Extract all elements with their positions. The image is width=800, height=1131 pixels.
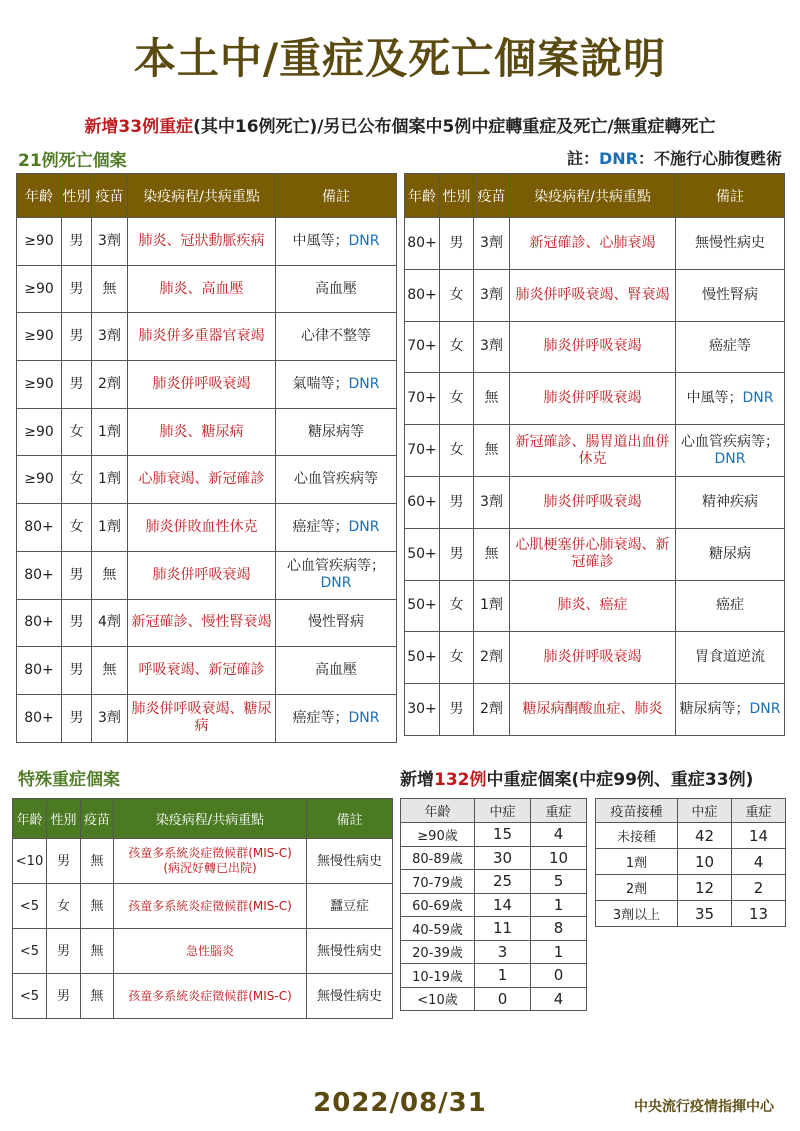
cell-sex: 女 [62,408,92,456]
cell-course: 肺炎併呼吸衰竭 [128,361,276,409]
cell-moderate: 14 [475,893,531,917]
cell-remark [676,321,785,373]
cell-age: <5 [13,884,47,929]
cell-age: 70+ [405,425,440,477]
special-table-header [13,799,393,839]
cell-course: 肺炎併呼吸衰竭、糖尿病 [128,694,276,742]
table-row [17,218,397,266]
death-header-4: 備註 [676,174,785,218]
remark-text: 氣喘等； [292,375,349,392]
cell-severe: 13 [732,901,786,927]
cell-course: 肺炎、高血壓 [128,265,276,313]
cell-remark [276,694,397,742]
table-row [13,974,393,1019]
table-row [17,361,397,409]
remark-text: 中風等； [686,390,743,407]
cell-course: 新冠確診、心肺衰竭 [510,218,676,270]
table-row [596,875,786,901]
cell-label: ≥90歲 [401,823,475,847]
cell-age: 80+ [405,218,440,270]
table-row [405,321,785,373]
cell-sex: 女 [47,884,81,929]
cell-vaccine: 無 [81,929,114,974]
cell-moderate: 15 [475,823,531,847]
table-row [405,580,785,632]
table-row [401,964,587,988]
table-row [17,265,397,313]
cell-vaccine: 1劑 [92,504,128,552]
cell-moderate: 12 [678,875,732,901]
death-header-3: 染疫病程/共病重點 [128,174,276,218]
dnr-tag: DNR [749,701,781,718]
cell-sex: 女 [62,504,92,552]
table-row [17,551,397,599]
cell-sex: 男 [440,476,474,528]
cell-sex: 男 [47,839,81,884]
cell-remark [276,361,397,409]
cell-remark [676,632,785,684]
cell-remark: 蠶豆症 [307,884,393,929]
remark-text: 癌症等； [292,709,349,726]
cell-severe: 0 [531,964,587,988]
remark-text: 高血壓 [315,662,357,679]
cell-vaccine: 3劑 [474,321,510,373]
cell-age: 80+ [17,647,62,695]
stats-header-0: 年齡 [401,799,475,823]
stats-header-0: 疫苗接種 [596,799,678,823]
cell-age: 50+ [405,632,440,684]
cell-course [114,884,307,929]
cell-remark [676,684,785,736]
course-text: 急性腦炎 [185,943,234,958]
cell-vaccine: 2劑 [474,632,510,684]
age-table-header [401,799,587,823]
table-row [13,839,393,884]
remark-text: 心血管疾病等； [681,433,779,450]
cell-sex: 男 [62,265,92,313]
cell-vaccine: 2劑 [474,684,510,736]
table-row [17,313,397,361]
cell-label: 70-79歲 [401,870,475,894]
death-header-0: 年齡 [17,174,62,218]
cell-age: 80+ [17,504,62,552]
remark-text: 胃食道逆流 [695,649,765,666]
cell-remark [276,218,397,266]
death-table-header [17,174,397,218]
cell-vaccine: 無 [92,551,128,599]
cell-moderate: 42 [678,823,732,849]
table-row [405,632,785,684]
cell-age: 70+ [405,321,440,373]
cell-course: 肺炎、糖尿病 [128,408,276,456]
table-row [401,893,587,917]
cell-moderate: 30 [475,846,531,870]
cell-course [114,929,307,974]
cell-remark [676,580,785,632]
cell-remark [276,313,397,361]
table-row [405,218,785,270]
cell-moderate: 11 [475,917,531,941]
table-row [17,408,397,456]
remark-text: 糖尿病等 [308,423,364,440]
cell-sex: 男 [62,647,92,695]
remark-text: 無慢性病史 [695,234,765,251]
table-row [401,846,587,870]
cell-course: 肺炎併呼吸衰竭、腎衰竭 [510,269,676,321]
cell-vaccine: 無 [81,839,114,884]
cell-remark [276,408,397,456]
cell-vaccine: 3劑 [474,269,510,321]
cell-age: 30+ [405,684,440,736]
remark-text: 精神疾病 [702,493,758,510]
table-row [401,987,587,1011]
table-row [13,929,393,974]
cell-sex: 女 [440,321,474,373]
cell-age: ≥90 [17,218,62,266]
cell-label: 3劑以上 [596,901,678,927]
cell-vaccine: 無 [474,373,510,425]
cell-sex: 男 [47,974,81,1019]
cell-age: ≥90 [17,408,62,456]
cell-age: 50+ [405,528,440,580]
remark-text: 心律不整等 [301,328,371,345]
dnr-tag: DNR [348,375,380,392]
cell-course: 肺炎併呼吸衰竭 [510,632,676,684]
table-row [596,849,786,875]
cell-course: 糖尿病酮酸血症、肺炎 [510,684,676,736]
cell-age: 80+ [405,269,440,321]
cell-sex: 男 [62,599,92,647]
table-row [405,684,785,736]
table-row [17,599,397,647]
cell-sex: 女 [440,373,474,425]
cell-age: <5 [13,929,47,974]
cell-sex: 女 [440,580,474,632]
page-title: 本土中/重症及死亡個案說明 [133,34,667,83]
course-note: (病況好轉已出院) [163,861,257,875]
cell-severe: 4 [531,987,587,1011]
cell-course: 肺炎併呼吸衰竭 [510,476,676,528]
cell-course: 心肺衰竭、新冠確診 [128,456,276,504]
cell-severe: 14 [732,823,786,849]
cell-age: 80+ [17,694,62,742]
course-text: 孩童多系統炎症徵候群(MIS-C) [128,846,292,860]
table-row [405,425,785,477]
stats-header-1: 中症 [475,799,531,823]
cell-sex: 男 [62,694,92,742]
cell-vaccine: 無 [474,425,510,477]
cell-course: 肺炎併多重器官衰竭 [128,313,276,361]
cell-severe: 10 [531,846,587,870]
cell-severe: 5 [531,870,587,894]
table-row [401,823,587,847]
cell-vaccine: 無 [92,647,128,695]
cell-label: 80-89歲 [401,846,475,870]
special-header-0: 年齡 [13,799,47,839]
remark-text: 癌症等； [292,518,349,535]
table-row [596,823,786,849]
cell-severe: 1 [531,940,587,964]
cell-remark [276,647,397,695]
cell-vaccine: 3劑 [92,313,128,361]
cell-sex: 男 [62,551,92,599]
cell-course [114,839,307,884]
cell-moderate: 3 [475,940,531,964]
remark-text: 高血壓 [315,280,357,297]
remark-text: 慢性腎病 [702,286,758,303]
cell-age: 80+ [17,551,62,599]
cell-age: 70+ [405,373,440,425]
cell-remark: 無慢性病史 [307,929,393,974]
table-row [401,940,587,964]
dnr-tag: DNR [742,390,774,407]
table-row [401,870,587,894]
death-header-0: 年齡 [405,174,440,218]
cell-age: ≥90 [17,456,62,504]
remark-text: 糖尿病等； [679,701,750,718]
dnr-tag: DNR [348,709,380,726]
report-date: 2022/08/31 [313,1088,487,1118]
cell-moderate: 10 [678,849,732,875]
cell-label: 10-19歲 [401,964,475,988]
cell-moderate: 35 [678,901,732,927]
table-row [401,917,587,941]
cell-age: 50+ [405,580,440,632]
cell-remark [676,218,785,270]
cell-sex: 男 [440,684,474,736]
cell-remark [676,528,785,580]
cell-vaccine: 3劑 [474,218,510,270]
cell-course: 肺炎併敗血性休克 [128,504,276,552]
cell-course: 肺炎併呼吸衰竭 [510,321,676,373]
cell-remark [276,599,397,647]
cell-vaccine: 無 [92,265,128,313]
cell-sex: 女 [62,456,92,504]
subtitle-rest: (其中16例死亡)/另已公布個案中5例中症轉重症及死亡/無重症轉死亡 [193,117,716,137]
course-text: 孩童多系統炎症徵候群(MIS-C) [128,988,292,1003]
cell-remark [276,504,397,552]
subtitle-highlight: 新增33例重症 [84,117,194,137]
organization-name: 中央流行疫情指揮中心 [634,1099,774,1115]
cell-vaccine: 3劑 [92,218,128,266]
cell-age: ≥90 [17,361,62,409]
cell-label: <10歲 [401,987,475,1011]
table-row [17,456,397,504]
cell-course: 新冠確診、慢性腎衰竭 [128,599,276,647]
special-header-4: 備註 [307,799,393,839]
new-cases-title: 新增132例中重症個案(中症99例、重症33例) [400,770,754,790]
cell-course: 肺炎併呼吸衰竭 [128,551,276,599]
cell-course [114,974,307,1019]
cell-course: 呼吸衰竭、新冠確診 [128,647,276,695]
table-row [405,373,785,425]
stats-header-2: 重症 [732,799,786,823]
vaccine-table-header [596,799,786,823]
cell-age: 80+ [17,599,62,647]
cell-vaccine: 1劑 [92,408,128,456]
cell-sex: 女 [440,632,474,684]
cell-vaccine: 2劑 [92,361,128,409]
cell-sex: 男 [440,218,474,270]
cell-remark [676,373,785,425]
death-header-2: 疫苗 [474,174,510,218]
stats-header-1: 中症 [678,799,732,823]
cell-moderate: 25 [475,870,531,894]
special-cases-table [12,798,393,1019]
table-row [405,269,785,321]
dnr-tag: DNR [348,232,380,249]
cell-sex: 男 [47,929,81,974]
cell-course: 新冠確診、腸胃道出血併休克 [510,425,676,477]
dnr-tag: DNR [714,450,746,467]
cell-vaccine: 1劑 [92,456,128,504]
cell-vaccine: 4劑 [92,599,128,647]
cell-label: 未接種 [596,823,678,849]
cell-remark [276,551,397,599]
cell-course: 心肌梗塞併心肺衰竭、新冠確診 [510,528,676,580]
cell-course: 肺炎、癌症 [510,580,676,632]
cell-severe: 4 [732,849,786,875]
table-row [405,476,785,528]
table-row [13,884,393,929]
death-header-1: 性別 [440,174,474,218]
course-text: 孩童多系統炎症徵候群(MIS-C) [128,898,292,913]
cell-label: 2劑 [596,875,678,901]
vaccine-stats-table [595,798,786,927]
remark-text: 癌症 [716,597,744,614]
cell-course: 肺炎、冠狀動脈疾病 [128,218,276,266]
cell-age: <5 [13,974,47,1019]
table-row [17,694,397,742]
dnr-tag: DNR [348,518,380,535]
cell-sex: 男 [440,528,474,580]
special-section-title: 特殊重症個案 [18,770,120,790]
cell-label: 60-69歲 [401,893,475,917]
stats-header-2: 重症 [531,799,587,823]
cell-severe: 2 [732,875,786,901]
cell-age: ≥90 [17,313,62,361]
table-row [17,647,397,695]
cell-moderate: 1 [475,964,531,988]
dnr-tag: DNR [320,575,352,592]
cell-moderate: 0 [475,987,531,1011]
subtitle [0,112,800,137]
cell-severe: 8 [531,917,587,941]
cell-vaccine: 1劑 [474,580,510,632]
cell-severe: 4 [531,823,587,847]
cell-remark [676,425,785,477]
remark-text: 糖尿病 [709,545,751,562]
cell-sex: 男 [62,313,92,361]
cell-remark [676,476,785,528]
remark-text: 中風等； [292,232,349,249]
death-header-4: 備註 [276,174,397,218]
death-table-left [16,173,397,743]
cell-label: 40-59歲 [401,917,475,941]
cell-remark: 無慢性病史 [307,839,393,884]
cell-severe: 1 [531,893,587,917]
cell-age: 60+ [405,476,440,528]
special-header-2: 疫苗 [81,799,114,839]
table-row [596,901,786,927]
cell-age: <10 [13,839,47,884]
cell-vaccine: 無 [81,884,114,929]
death-header-3: 染疫病程/共病重點 [510,174,676,218]
special-header-1: 性別 [47,799,81,839]
cell-vaccine: 無 [474,528,510,580]
table-row [405,528,785,580]
cell-vaccine: 無 [81,974,114,1019]
death-section-title: 21例死亡個案 [18,151,127,171]
death-header-2: 疫苗 [92,174,128,218]
remark-text: 癌症等 [709,338,751,355]
cell-course: 肺炎併呼吸衰竭 [510,373,676,425]
table-row [17,504,397,552]
remark-text: 慢性腎病 [308,614,364,631]
cell-vaccine: 3劑 [474,476,510,528]
cell-sex: 女 [440,269,474,321]
cell-remark [276,265,397,313]
death-table-right [404,173,785,736]
cell-sex: 男 [62,361,92,409]
cell-age: ≥90 [17,265,62,313]
cell-sex: 男 [62,218,92,266]
special-header-3: 染疫病程/共病重點 [114,799,307,839]
cell-remark [676,269,785,321]
death-table-header [405,174,785,218]
cell-remark [276,456,397,504]
cell-sex: 女 [440,425,474,477]
cell-vaccine: 3劑 [92,694,128,742]
cell-label: 20-39歲 [401,940,475,964]
remark-text: 心血管疾病等 [294,471,378,488]
cell-remark: 無慢性病史 [307,974,393,1019]
death-header-1: 性別 [62,174,92,218]
dnr-note: 註：DNR：不施行心肺復甦術 [566,149,782,168]
age-stats-table [400,798,587,1011]
cell-label: 1劑 [596,849,678,875]
remark-text: 心血管疾病等； [287,558,385,575]
